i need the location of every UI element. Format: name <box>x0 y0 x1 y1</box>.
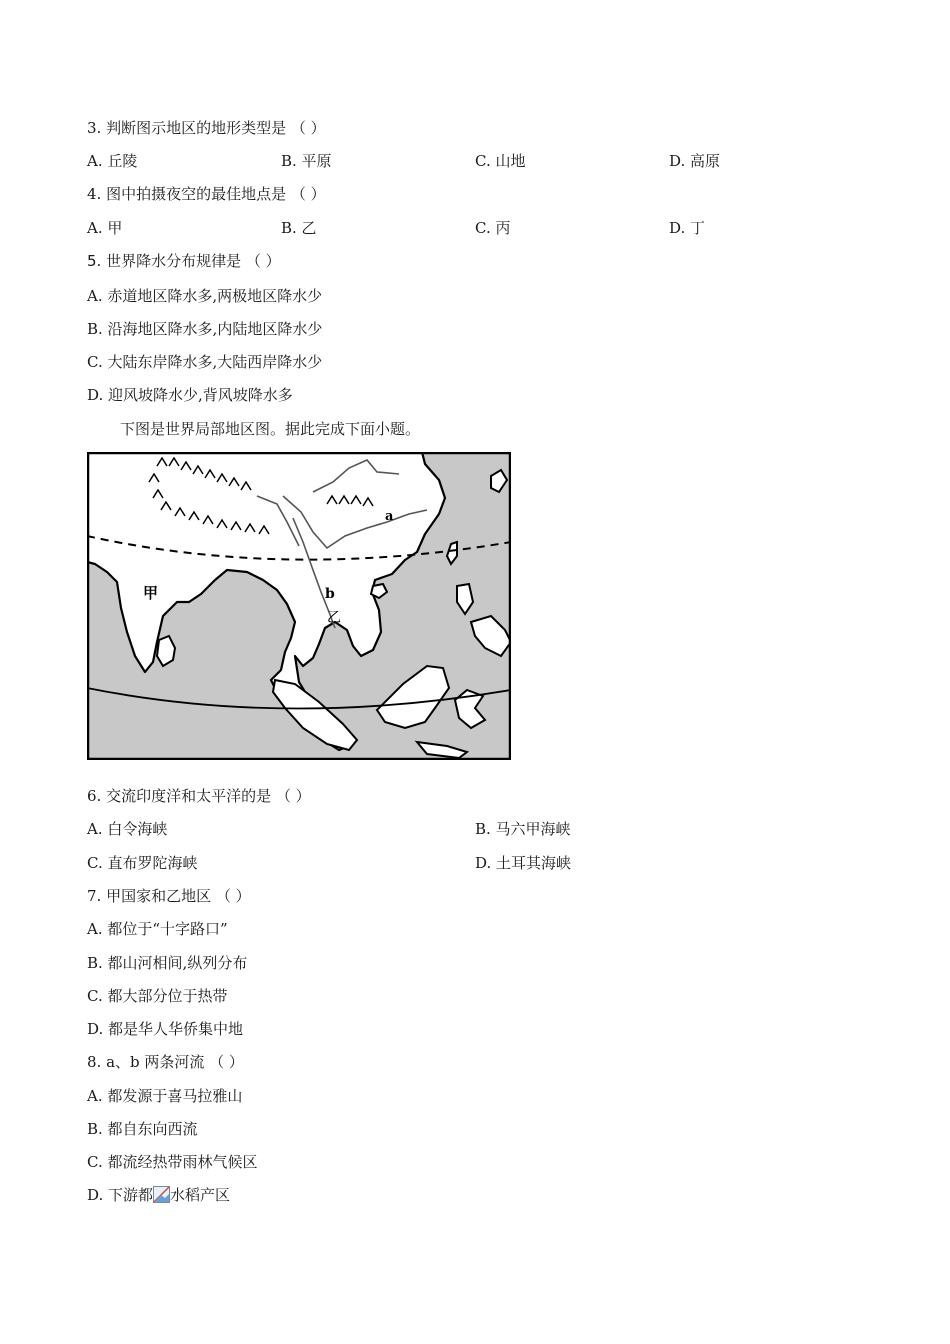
q6-option-d: D. 土耳其海峡 <box>475 854 572 872</box>
q7-stem: 7. 甲国家和乙地区 （ ） <box>87 887 251 905</box>
q8-option-c: C. 都流经热带雨林气候区 <box>87 1153 258 1171</box>
q6-stem: 6. 交流印度洋和太平洋的是 （ ） <box>87 787 311 805</box>
q3-option-c: C. 山地 <box>475 152 526 170</box>
q7-option-c: C. 都大部分位于热带 <box>87 987 228 1005</box>
q4-option-b: B. 乙 <box>281 219 317 237</box>
q6-option-c: C. 直布罗陀海峡 <box>87 854 198 872</box>
q3-option-d: D. 高原 <box>669 152 721 170</box>
map-intro: 下图是世界局部地区图。据此完成下面小题。 <box>120 420 421 438</box>
q8-option-d-suffix: 水稻产区 <box>170 1186 231 1204</box>
q8-option-a: A. 都发源于喜马拉雅山 <box>87 1087 243 1105</box>
q4-option-d: D. 丁 <box>669 219 706 237</box>
map-label-yi: 乙 <box>327 610 341 626</box>
q7-option-b: B. 都山河相间,纵列分布 <box>87 954 248 972</box>
q8-stem: 8. a、b 两条河流 （ ） <box>87 1053 244 1071</box>
q5-option-d: D. 迎风坡降水少,背风坡降水多 <box>87 386 293 404</box>
q4-option-c: C. 丙 <box>475 219 511 237</box>
q3-stem: 3. 判断图示地区的地形类型是 （ ） <box>87 119 326 137</box>
q3-option-b: B. 平原 <box>281 152 332 170</box>
q8-option-d-prefix: D. 下游都 <box>87 1186 154 1204</box>
q6-option-b: B. 马六甲海峡 <box>475 820 571 838</box>
map-label-a: a <box>385 509 394 524</box>
q8-option-b: B. 都自东向西流 <box>87 1120 198 1138</box>
broken-image-icon <box>153 1186 170 1203</box>
q4-option-a: A. 甲 <box>87 219 123 237</box>
q7-option-d: D. 都是华人华侨集中地 <box>87 1020 244 1038</box>
q5-option-b: B. 沿海地区降水多,内陆地区降水少 <box>87 320 323 338</box>
q4-stem: 4. 图中拍摄夜空的最佳地点是 （ ） <box>87 185 326 203</box>
asia-region-map <box>87 452 511 760</box>
q5-option-c: C. 大陆东岸降水多,大陆西岸降水少 <box>87 353 323 371</box>
q8-option-d <box>87 1185 230 1205</box>
q5-option-a: A. 赤道地区降水多,两极地区降水少 <box>87 287 323 305</box>
q5-stem: 5. 世界降水分布规律是 （ ） <box>87 252 281 270</box>
map-label-jia: 甲 <box>143 584 159 602</box>
q6-option-a: A. 白令海峡 <box>87 820 168 838</box>
map-label-b: b <box>325 586 335 602</box>
q7-option-a: A. 都位于“十字路口” <box>87 920 228 938</box>
map-island-srilanka <box>157 636 175 666</box>
q3-option-a: A. 丘陵 <box>87 152 138 170</box>
